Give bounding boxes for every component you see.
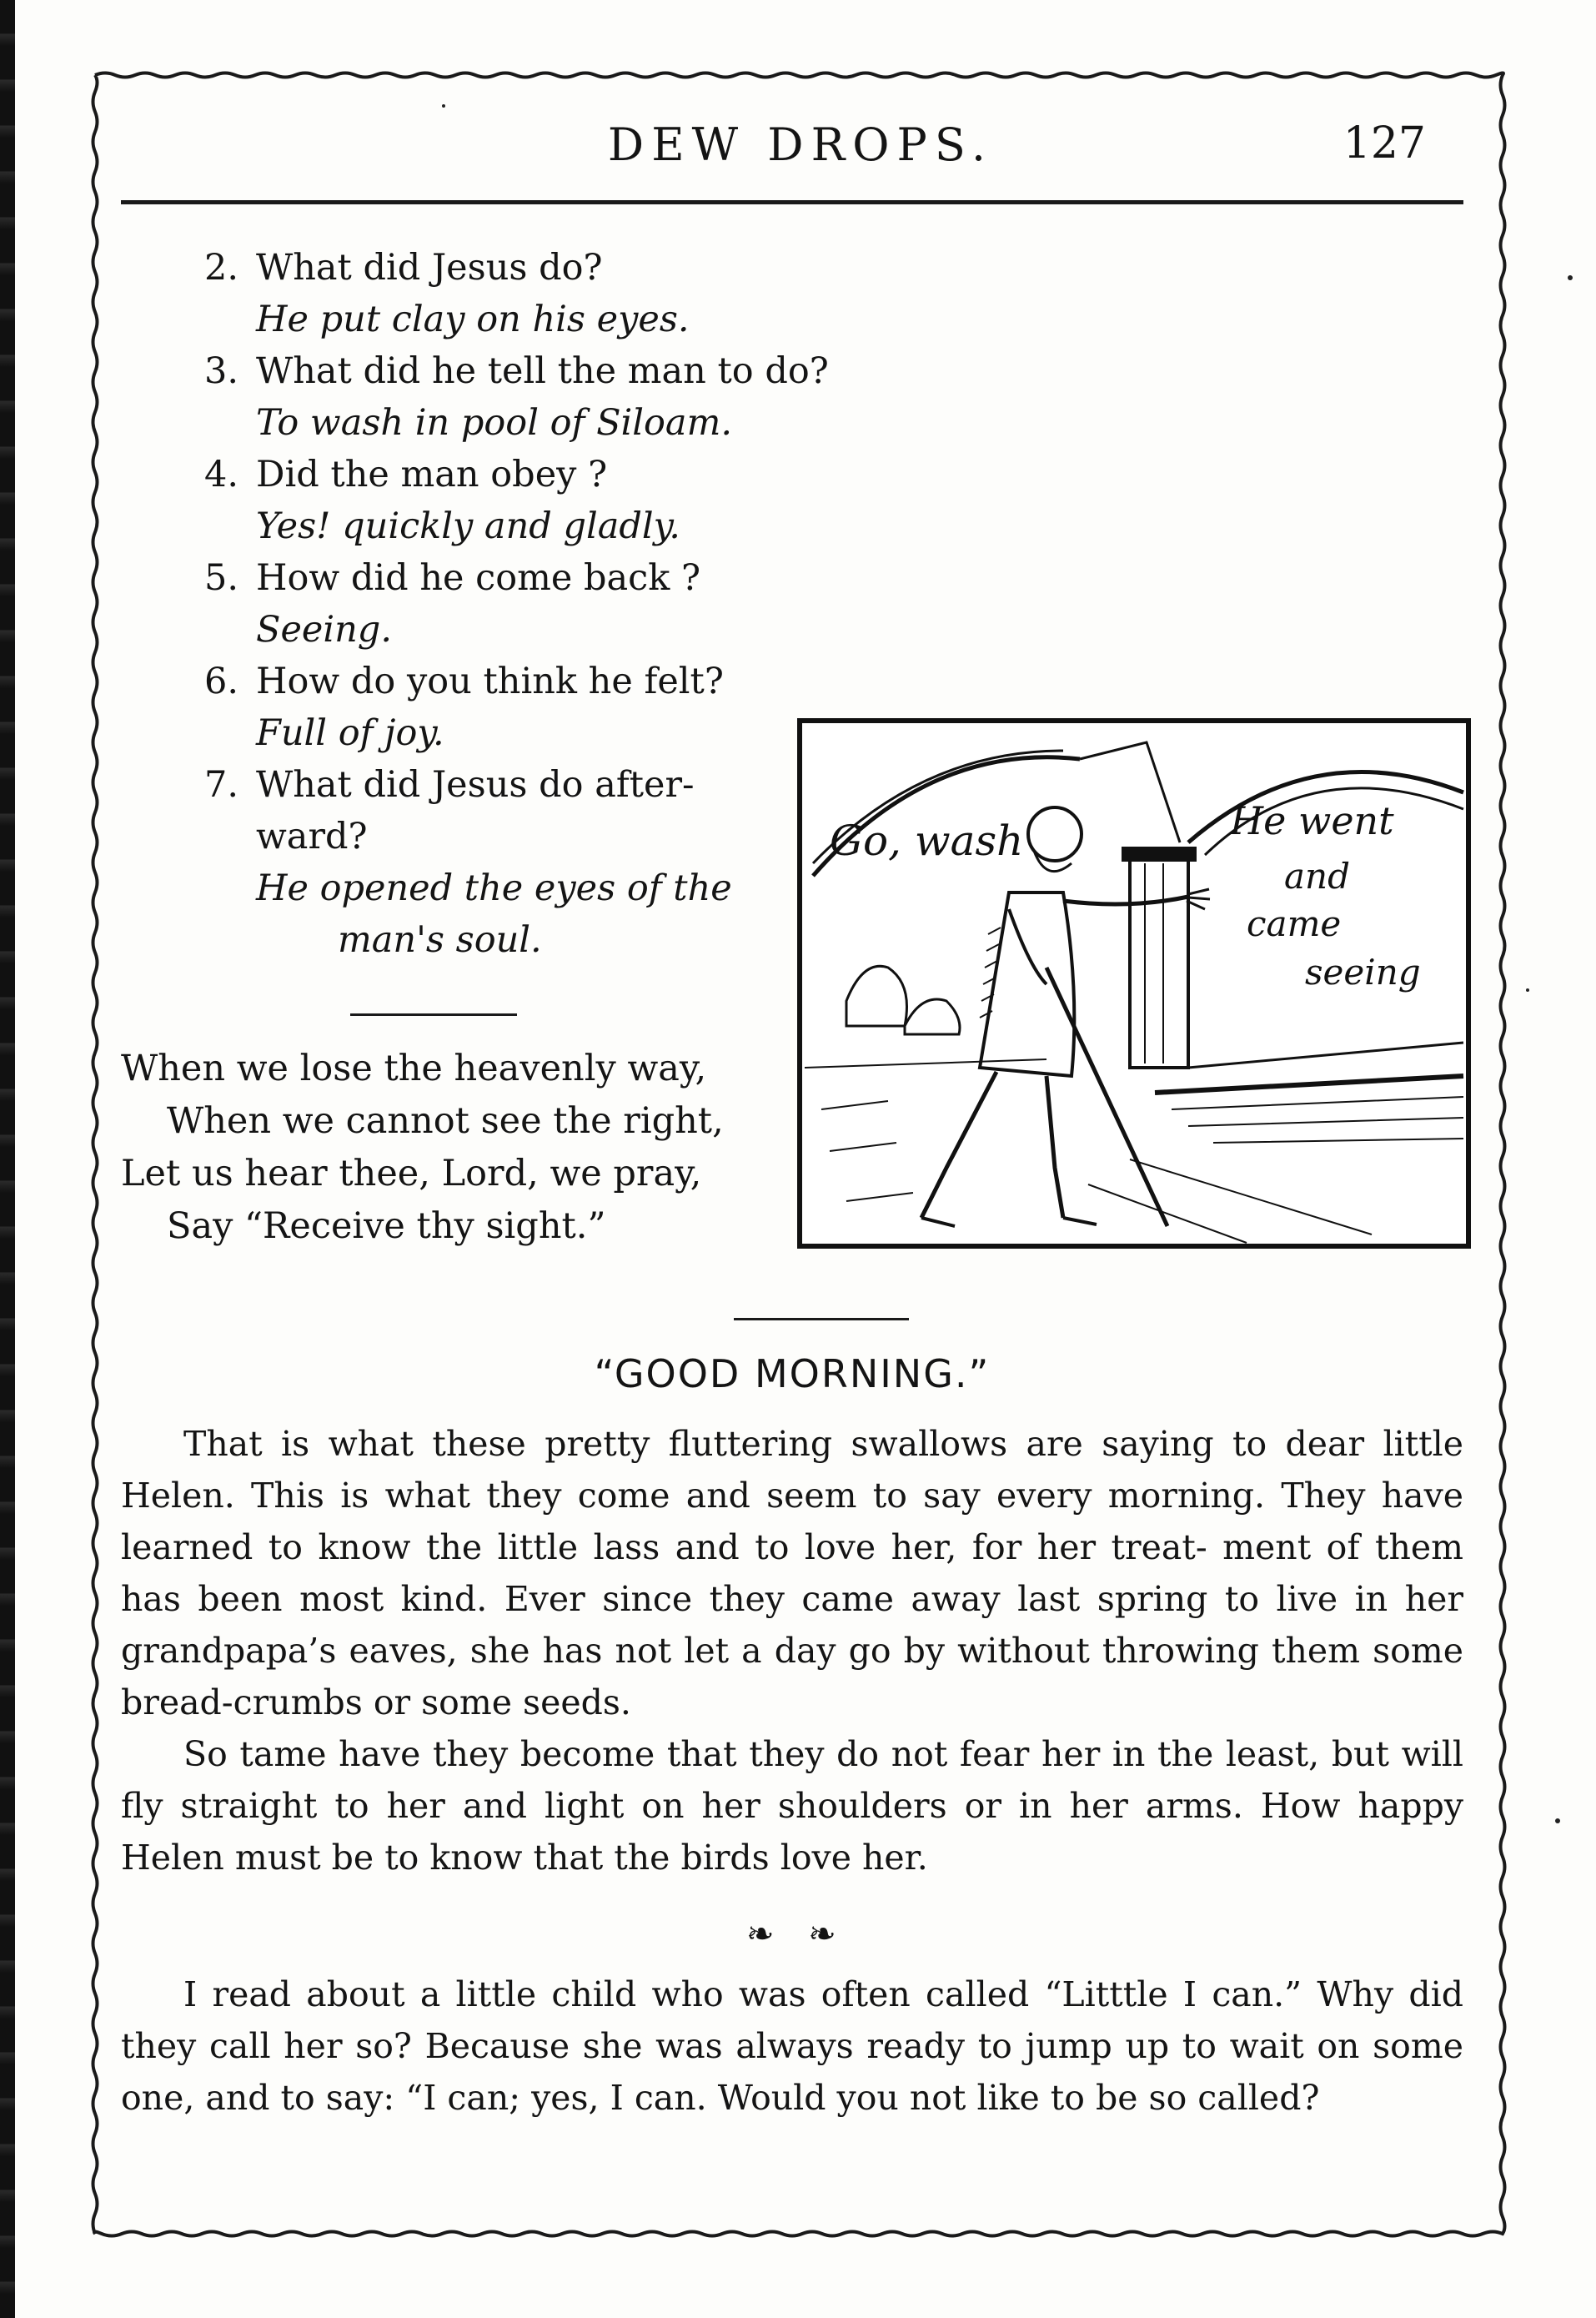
paragraph: That is what these pretty fluttering swallows are saying to dear little Helen. This is what they come and seem to say every morning. They have learned to know the little lass and to love her, for her treat- ment of them has been most kind. Ever since they came away last spring to live in her grandpapa’s eaves, she has not let a day go by without throwing them some bread-crumbs or some seeds.	[121, 1424, 1463, 1722]
answer: Yes! quickly and gladly.	[256, 505, 680, 547]
catechism-item	[204, 759, 871, 966]
catechism-item	[204, 552, 871, 656]
fleuron-ornament: ❧ ❧	[746, 1915, 848, 1953]
catechism-list	[204, 242, 871, 966]
binding-spine	[0, 0, 15, 2318]
print-speck	[442, 104, 445, 108]
divider-rule	[350, 1013, 517, 1016]
catechism-item	[204, 449, 871, 552]
running-title: DEW DROPS.	[607, 118, 994, 171]
closing-text	[121, 1969, 1463, 2124]
story-text	[121, 1418, 1463, 1883]
question: What did he tell the man to do?	[256, 350, 829, 392]
illustration-label-right: He went	[1230, 798, 1394, 843]
illustration-label-right: and	[1284, 856, 1350, 897]
running-head	[150, 118, 1451, 177]
paragraph: I read about a little child who was often called “Litttle I can.” Why did they call her so? Because she was always ready to jump up to wait on some one, and to say: “I can; yes, I can. Would you not like to be so called?	[121, 1974, 1463, 2118]
catechism-item	[204, 345, 871, 449]
paragraph: So tame have they become that they do not fear her in the least, but will fly straight to her and light on her shoulders or in her arms. How happy Helen must be to know that the birds love her.	[121, 1734, 1463, 1878]
answer: Seeing.	[256, 609, 392, 651]
answer: Full of joy.	[256, 712, 444, 754]
illustration-blind-man	[796, 717, 1472, 1250]
question: How did he come back ?	[256, 557, 701, 599]
header-rule	[121, 200, 1463, 204]
answer: He put clay on his eyes.	[256, 299, 690, 340]
item-number: 4.	[204, 454, 239, 495]
answer: man's soul.	[338, 919, 542, 961]
print-speck	[1568, 275, 1573, 280]
catechism-item	[204, 242, 871, 345]
answer: To wash in pool of Siloam.	[256, 402, 733, 444]
question: How do you think he felt?	[256, 661, 724, 702]
catechism-item	[204, 656, 871, 759]
verse-line: When we lose the heavenly way,	[121, 1048, 707, 1089]
item-number: 7.	[204, 764, 239, 806]
question-continued: ward?	[256, 816, 368, 857]
illustration-label-right: came	[1247, 903, 1342, 944]
divider-rule	[734, 1318, 909, 1320]
question: What did Jesus do after-	[256, 764, 695, 806]
item-number: 3.	[204, 350, 239, 392]
section-title: “GOOD MORNING.”	[594, 1351, 991, 1396]
item-number: 2.	[204, 247, 239, 289]
question: What did Jesus do?	[256, 247, 603, 289]
verse-line: Let us hear thee, Lord, we pray,	[121, 1153, 702, 1194]
verse-line: When we cannot see the right,	[167, 1100, 724, 1142]
page-number: 127	[1343, 118, 1426, 168]
verse-line: Say “Receive thy sight.”	[167, 1205, 606, 1247]
item-number: 5.	[204, 557, 239, 599]
answer: He opened the eyes of the	[256, 867, 732, 909]
item-number: 6.	[204, 661, 239, 702]
illustration-label-right: seeing	[1305, 952, 1421, 993]
illustration-label-left: Go, wash	[830, 817, 1024, 865]
print-speck	[1526, 988, 1529, 992]
print-speck	[1555, 1818, 1560, 1823]
question: Did the man obey ?	[256, 454, 608, 495]
verse	[121, 1043, 788, 1253]
